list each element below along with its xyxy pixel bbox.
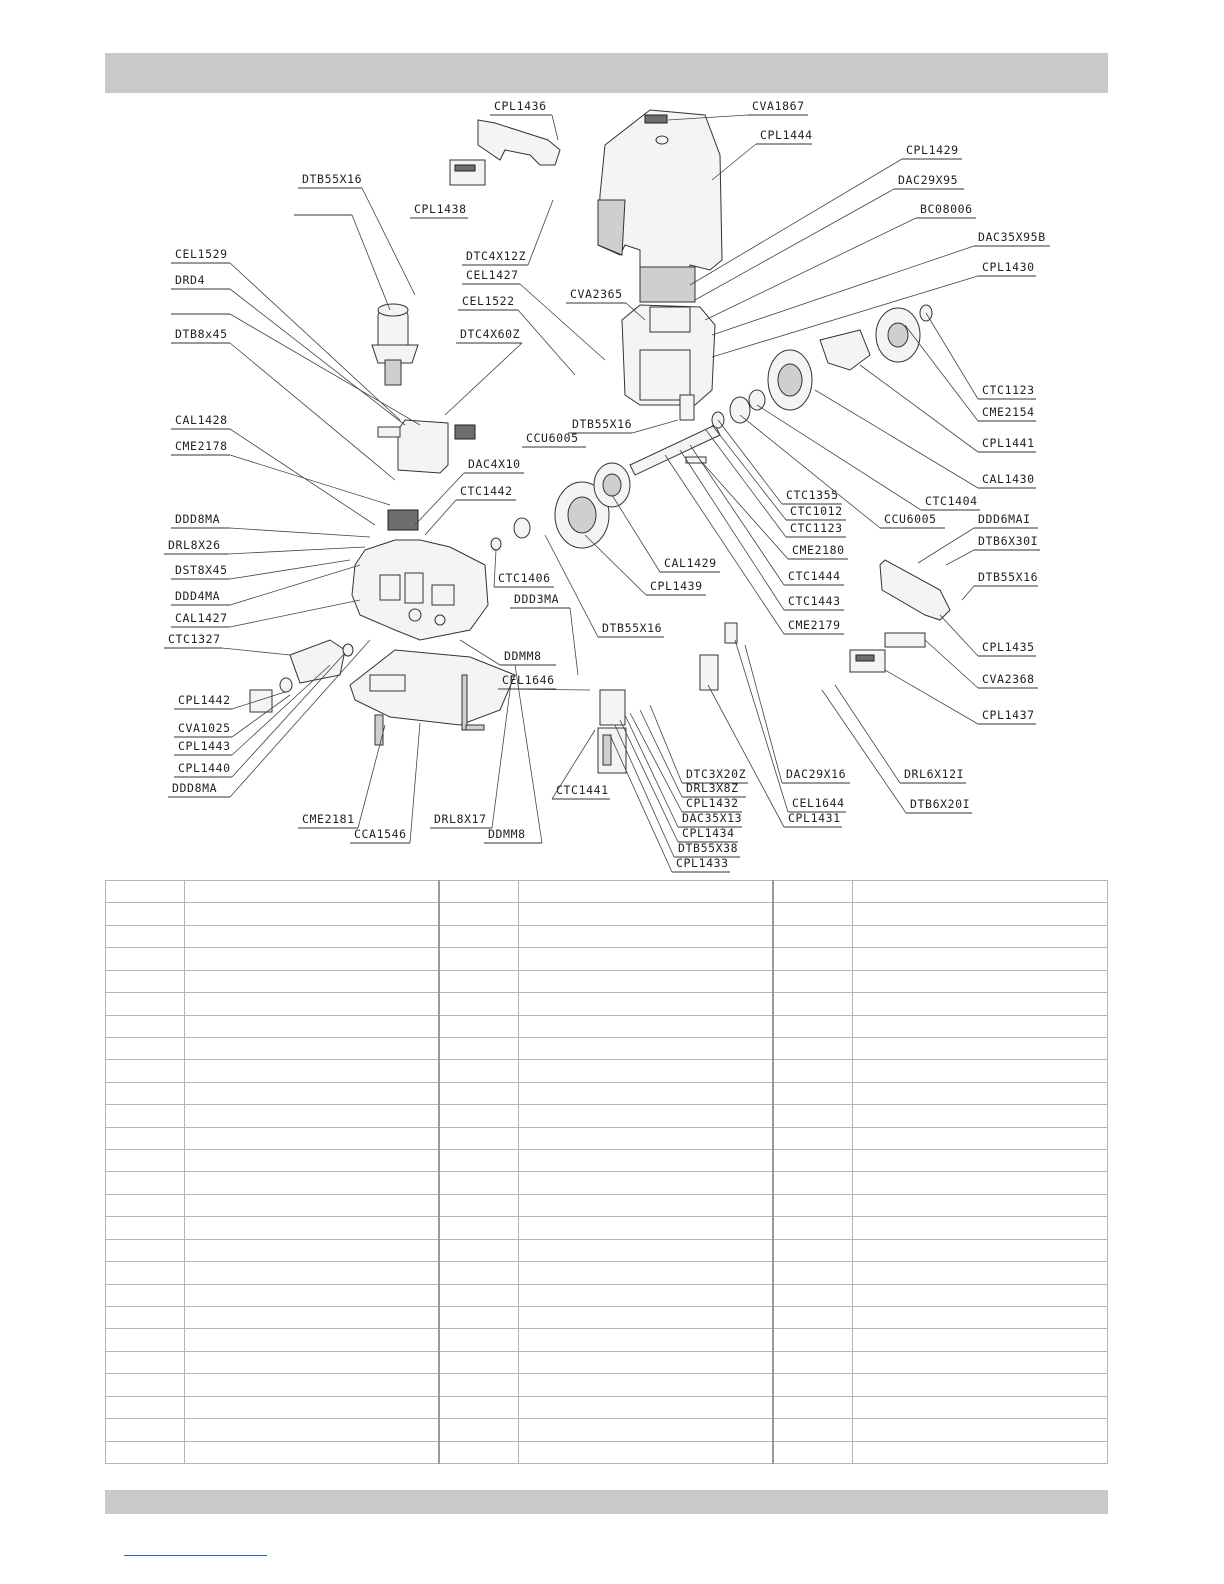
part-code-cell bbox=[106, 993, 185, 1015]
part-code-cell bbox=[439, 1194, 519, 1216]
part-description-cell bbox=[853, 1060, 1108, 1082]
motor bbox=[372, 304, 418, 385]
callout-label: CPL1444 bbox=[760, 128, 813, 142]
callout-label: DRD4 bbox=[175, 273, 206, 287]
callout-label: DDMM8 bbox=[488, 827, 526, 841]
part-code-cell bbox=[773, 1307, 853, 1329]
part-code-cell bbox=[106, 948, 185, 970]
part-code-cell bbox=[773, 993, 853, 1015]
part-description-cell bbox=[853, 1374, 1108, 1396]
part-description-cell bbox=[519, 1105, 774, 1127]
part-code-cell bbox=[773, 1150, 853, 1172]
callout-label: CEL1529 bbox=[175, 247, 228, 261]
part-code-cell bbox=[106, 1037, 185, 1059]
part-code-cell bbox=[439, 1015, 519, 1037]
part-description-cell bbox=[519, 1284, 774, 1306]
part-code-cell bbox=[773, 1374, 853, 1396]
part-code-cell bbox=[106, 1284, 185, 1306]
callout-label: CPL1435 bbox=[982, 640, 1035, 654]
part-code-cell bbox=[439, 903, 519, 925]
part-code-cell bbox=[106, 1150, 185, 1172]
callout-label: CTC1443 bbox=[788, 594, 841, 608]
table-row bbox=[106, 1172, 1108, 1194]
part-description-cell bbox=[185, 881, 440, 903]
part-description-cell bbox=[185, 993, 440, 1015]
base-housing bbox=[352, 510, 488, 640]
table-row bbox=[106, 1037, 1108, 1059]
part-description-cell bbox=[519, 1396, 774, 1418]
part-code-cell bbox=[106, 1127, 185, 1149]
part-description-cell bbox=[185, 1217, 440, 1239]
part-description-cell bbox=[519, 1037, 774, 1059]
callout-label: CME2180 bbox=[792, 543, 845, 557]
part-code-cell bbox=[106, 1374, 185, 1396]
table-row bbox=[106, 970, 1108, 992]
parts-list-table bbox=[105, 880, 1108, 1464]
part-description-cell bbox=[519, 925, 774, 947]
part-description-cell bbox=[185, 1262, 440, 1284]
right-bracket bbox=[850, 560, 950, 672]
upper-left-bracket bbox=[450, 120, 560, 185]
part-description-cell bbox=[519, 1329, 774, 1351]
part-description-cell bbox=[853, 1105, 1108, 1127]
callout-label: DTB55X38 bbox=[678, 841, 739, 855]
callout-label: CAL1430 bbox=[982, 472, 1035, 486]
part-description-cell bbox=[853, 1037, 1108, 1059]
callout-label: CPL1436 bbox=[494, 99, 547, 113]
callout-label: DTB55X16 bbox=[302, 172, 363, 186]
part-description-cell bbox=[519, 1015, 774, 1037]
part-description-cell bbox=[853, 1239, 1108, 1261]
callout-label: DDD3MA bbox=[514, 592, 560, 606]
part-code-cell bbox=[106, 1060, 185, 1082]
part-description-cell bbox=[519, 1239, 774, 1261]
part-description-cell bbox=[185, 948, 440, 970]
part-description-cell bbox=[185, 1239, 440, 1261]
part-code-cell bbox=[773, 1127, 853, 1149]
part-description-cell bbox=[853, 1015, 1108, 1037]
part-description-cell bbox=[185, 1441, 440, 1463]
part-description-cell bbox=[185, 903, 440, 925]
callout-label: CTC1327 bbox=[168, 632, 221, 646]
part-description-cell bbox=[853, 1150, 1108, 1172]
part-description-cell bbox=[185, 1307, 440, 1329]
callout-label: CTC1123 bbox=[790, 521, 843, 535]
part-description-cell bbox=[853, 1351, 1108, 1373]
part-code-cell bbox=[439, 1127, 519, 1149]
part-description-cell bbox=[185, 1329, 440, 1351]
part-description-cell bbox=[519, 970, 774, 992]
part-code-cell bbox=[439, 1217, 519, 1239]
part-description-cell bbox=[519, 1082, 774, 1104]
part-code-cell bbox=[106, 1262, 185, 1284]
exploded-parts-diagram bbox=[0, 95, 1224, 875]
part-code-cell bbox=[439, 1060, 519, 1082]
part-description-cell bbox=[853, 1441, 1108, 1463]
part-description-cell bbox=[185, 1037, 440, 1059]
part-code-cell bbox=[106, 970, 185, 992]
callout-label: CTC1444 bbox=[788, 569, 841, 583]
part-description-cell bbox=[185, 1396, 440, 1418]
callout-label: DAC35X95B bbox=[978, 230, 1046, 244]
part-description-cell bbox=[519, 1374, 774, 1396]
part-code-cell bbox=[439, 970, 519, 992]
part-description-cell bbox=[519, 903, 774, 925]
part-description-cell bbox=[853, 1307, 1108, 1329]
callout-label: CPL1437 bbox=[982, 708, 1035, 722]
callout-label: CCA1546 bbox=[354, 827, 407, 841]
table-row bbox=[106, 1441, 1108, 1463]
header-band bbox=[105, 53, 1108, 93]
callout-label: CTC1012 bbox=[790, 504, 843, 518]
part-description-cell bbox=[519, 993, 774, 1015]
part-code-cell bbox=[106, 1194, 185, 1216]
callout-label: CPL1431 bbox=[788, 811, 841, 825]
part-description-cell bbox=[519, 1127, 774, 1149]
callout-label: CPL1441 bbox=[982, 436, 1035, 450]
part-code-cell bbox=[773, 881, 853, 903]
part-code-cell bbox=[439, 948, 519, 970]
part-code-cell bbox=[106, 1217, 185, 1239]
part-description-cell bbox=[853, 993, 1108, 1015]
part-code-cell bbox=[439, 1037, 519, 1059]
part-code-cell bbox=[439, 1374, 519, 1396]
part-code-cell bbox=[439, 925, 519, 947]
callout-label: CVA1867 bbox=[752, 99, 805, 113]
callout-label: CPL1439 bbox=[650, 579, 703, 593]
callout-label: DTC4X12Z bbox=[466, 249, 527, 263]
callout-label: CPL1440 bbox=[178, 761, 231, 775]
callout-label: CME2179 bbox=[788, 618, 841, 632]
part-description-cell bbox=[185, 925, 440, 947]
part-code-cell bbox=[106, 1105, 185, 1127]
callout-label: CTC1441 bbox=[556, 783, 609, 797]
callout-label: CCU6005 bbox=[526, 431, 579, 445]
table-row bbox=[106, 881, 1108, 903]
part-code-cell bbox=[439, 1419, 519, 1441]
part-description-cell bbox=[185, 1015, 440, 1037]
callout-label: CEL1646 bbox=[502, 673, 555, 687]
callout-label: DTB6X30I bbox=[978, 534, 1039, 548]
callout-label: CVA2368 bbox=[982, 672, 1035, 686]
part-code-cell bbox=[439, 881, 519, 903]
part-code-cell bbox=[773, 1105, 853, 1127]
part-code-cell bbox=[773, 1262, 853, 1284]
callout-label: CPL1434 bbox=[682, 826, 735, 840]
part-description-cell bbox=[853, 1217, 1108, 1239]
part-description-cell bbox=[185, 1284, 440, 1306]
callout-label: CTC1442 bbox=[460, 484, 513, 498]
table-row bbox=[106, 1374, 1108, 1396]
part-code-cell bbox=[106, 1329, 185, 1351]
part-code-cell bbox=[106, 903, 185, 925]
part-description-cell bbox=[853, 970, 1108, 992]
table-row bbox=[106, 1351, 1108, 1373]
footer-link[interactable] bbox=[124, 1555, 267, 1556]
callout-label: CEL1522 bbox=[462, 294, 515, 308]
callout-label: DRL3X8Z bbox=[686, 781, 739, 795]
part-code-cell bbox=[106, 1396, 185, 1418]
callout-label: DDD8MA bbox=[175, 512, 221, 526]
part-code-cell bbox=[773, 1217, 853, 1239]
table-row bbox=[106, 1194, 1108, 1216]
part-code-cell bbox=[106, 1015, 185, 1037]
callout-label: CPL1438 bbox=[414, 202, 467, 216]
part-code-cell bbox=[439, 1396, 519, 1418]
part-description-cell bbox=[185, 1419, 440, 1441]
callout-label: CAL1427 bbox=[175, 611, 228, 625]
part-code-cell bbox=[439, 1150, 519, 1172]
callout-label: CAL1428 bbox=[175, 413, 228, 427]
part-description-cell bbox=[519, 1217, 774, 1239]
table-row bbox=[106, 1329, 1108, 1351]
part-code-cell bbox=[439, 1239, 519, 1261]
part-code-cell bbox=[773, 1082, 853, 1104]
callout-label: CPL1433 bbox=[676, 856, 729, 870]
part-description-cell bbox=[519, 1262, 774, 1284]
callout-label: DTB55X16 bbox=[572, 417, 633, 431]
part-code-cell bbox=[773, 1284, 853, 1306]
part-code-cell bbox=[439, 1284, 519, 1306]
table-row bbox=[106, 1419, 1108, 1441]
table-row bbox=[106, 1396, 1108, 1418]
part-code-cell bbox=[773, 1419, 853, 1441]
table-row bbox=[106, 1060, 1108, 1082]
callout-label: CCU6005 bbox=[884, 512, 937, 526]
callout-label: DTB55X16 bbox=[978, 570, 1039, 584]
table-row bbox=[106, 1127, 1108, 1149]
callout-label: BC08006 bbox=[920, 202, 973, 216]
table-row bbox=[106, 1217, 1108, 1239]
table-row bbox=[106, 1262, 1108, 1284]
callout-label: DTC4X60Z bbox=[460, 327, 521, 341]
callout-label: CTC1355 bbox=[786, 488, 839, 502]
part-description-cell bbox=[853, 1172, 1108, 1194]
callout-label: DDMM8 bbox=[504, 649, 542, 663]
callout-label: CPL1429 bbox=[906, 143, 959, 157]
part-description-cell bbox=[853, 1284, 1108, 1306]
part-description-cell bbox=[185, 1194, 440, 1216]
callout-label: CPL1432 bbox=[686, 796, 739, 810]
part-description-cell bbox=[519, 1150, 774, 1172]
callout-label: DTB6X20I bbox=[910, 797, 971, 811]
part-description-cell bbox=[185, 1150, 440, 1172]
part-code-cell bbox=[439, 1307, 519, 1329]
part-code-cell bbox=[773, 1172, 853, 1194]
part-code-cell bbox=[773, 903, 853, 925]
callout-label: DTC3X20Z bbox=[686, 767, 747, 781]
part-description-cell bbox=[519, 881, 774, 903]
part-description-cell bbox=[519, 1060, 774, 1082]
part-code-cell bbox=[106, 1441, 185, 1463]
callout-label: CME2178 bbox=[175, 439, 228, 453]
callout-label: DDD8MA bbox=[172, 781, 218, 795]
part-code-cell bbox=[773, 948, 853, 970]
table-row bbox=[106, 1239, 1108, 1261]
callout-label: CAL1429 bbox=[664, 556, 717, 570]
table-row bbox=[106, 925, 1108, 947]
callout-label: CME2181 bbox=[302, 812, 355, 826]
part-description-cell bbox=[519, 1172, 774, 1194]
part-code-cell bbox=[439, 1262, 519, 1284]
table-row bbox=[106, 948, 1108, 970]
part-code-cell bbox=[773, 925, 853, 947]
part-code-cell bbox=[773, 1441, 853, 1463]
part-description-cell bbox=[853, 881, 1108, 903]
table-row bbox=[106, 1105, 1108, 1127]
part-code-cell bbox=[773, 970, 853, 992]
part-description-cell bbox=[185, 1127, 440, 1149]
part-code-cell bbox=[773, 1239, 853, 1261]
callout-label: DAC35X13 bbox=[682, 811, 743, 825]
part-code-cell bbox=[106, 1172, 185, 1194]
part-description-cell bbox=[519, 1441, 774, 1463]
callout-label: CPL1442 bbox=[178, 693, 231, 707]
part-code-cell bbox=[106, 1307, 185, 1329]
part-description-cell bbox=[853, 1194, 1108, 1216]
callout-label: CVA1025 bbox=[178, 721, 231, 735]
part-description-cell bbox=[519, 1419, 774, 1441]
part-description-cell bbox=[853, 1127, 1108, 1149]
part-code-cell bbox=[439, 1172, 519, 1194]
part-description-cell bbox=[185, 970, 440, 992]
callout-label: CPL1430 bbox=[982, 260, 1035, 274]
part-code-cell bbox=[106, 1239, 185, 1261]
callout-label: DRL6X12I bbox=[904, 767, 965, 781]
callout-label: DDD4MA bbox=[175, 589, 221, 603]
part-description-cell bbox=[853, 1082, 1108, 1104]
callout-label: CPL1443 bbox=[178, 739, 231, 753]
callout-label: DAC29X95 bbox=[898, 173, 959, 187]
part-description-cell bbox=[853, 1329, 1108, 1351]
part-description-cell bbox=[185, 1060, 440, 1082]
table-row bbox=[106, 1150, 1108, 1172]
table-row bbox=[106, 1015, 1108, 1037]
callout-label: DAC29X16 bbox=[786, 767, 847, 781]
part-code-cell bbox=[439, 1082, 519, 1104]
table-row bbox=[106, 1284, 1108, 1306]
callout-label: CVA2365 bbox=[570, 287, 623, 301]
part-code-cell bbox=[773, 1194, 853, 1216]
table-row bbox=[106, 993, 1108, 1015]
part-code-cell bbox=[773, 1037, 853, 1059]
limit-switch-assembly bbox=[598, 623, 737, 773]
callout-label: DST8X45 bbox=[175, 563, 228, 577]
callout-label: CTC1404 bbox=[925, 494, 978, 508]
part-code-cell bbox=[773, 1351, 853, 1373]
callout-label: CTC1406 bbox=[498, 571, 551, 585]
control-box bbox=[378, 420, 475, 473]
part-code-cell bbox=[773, 1015, 853, 1037]
callout-label: DAC4X10 bbox=[468, 457, 521, 471]
callout-label: DTB55X16 bbox=[602, 621, 663, 635]
callout-label: DRL8X26 bbox=[168, 538, 221, 552]
table-row bbox=[106, 1082, 1108, 1104]
part-code-cell bbox=[439, 1441, 519, 1463]
part-code-cell bbox=[439, 993, 519, 1015]
footer-band bbox=[105, 1490, 1108, 1514]
part-code-cell bbox=[439, 1105, 519, 1127]
part-code-cell bbox=[106, 1419, 185, 1441]
callout-label: CEL1644 bbox=[792, 796, 845, 810]
part-description-cell bbox=[185, 1082, 440, 1104]
base-plate bbox=[350, 650, 515, 745]
part-code-cell bbox=[439, 1329, 519, 1351]
table-row bbox=[106, 1307, 1108, 1329]
callout-label: DRL8X17 bbox=[434, 812, 487, 826]
part-code-cell bbox=[773, 1329, 853, 1351]
part-description-cell bbox=[185, 1374, 440, 1396]
callout-label: CTC1123 bbox=[982, 383, 1035, 397]
part-code-cell bbox=[106, 925, 185, 947]
table-row bbox=[106, 903, 1108, 925]
part-description-cell bbox=[853, 1419, 1108, 1441]
cover-housing bbox=[598, 110, 722, 270]
part-description-cell bbox=[853, 948, 1108, 970]
callout-label: DDD6MAI bbox=[978, 512, 1031, 526]
part-description-cell bbox=[185, 1172, 440, 1194]
callout-label: DTB8x45 bbox=[175, 327, 228, 341]
part-description-cell bbox=[519, 1194, 774, 1216]
part-description-cell bbox=[853, 925, 1108, 947]
part-code-cell bbox=[773, 1060, 853, 1082]
part-code-cell bbox=[106, 1351, 185, 1373]
part-description-cell bbox=[853, 1396, 1108, 1418]
part-description-cell bbox=[185, 1105, 440, 1127]
frame-assembly bbox=[622, 267, 715, 420]
part-code-cell bbox=[773, 1396, 853, 1418]
part-description-cell bbox=[185, 1351, 440, 1373]
part-description-cell bbox=[519, 1351, 774, 1373]
part-code-cell bbox=[106, 1082, 185, 1104]
part-description-cell bbox=[853, 903, 1108, 925]
callout-label: CEL1427 bbox=[466, 268, 519, 282]
part-code-cell bbox=[439, 1351, 519, 1373]
part-description-cell bbox=[519, 948, 774, 970]
part-description-cell bbox=[853, 1262, 1108, 1284]
callout-label: CME2154 bbox=[982, 405, 1035, 419]
part-description-cell bbox=[519, 1307, 774, 1329]
part-code-cell bbox=[106, 881, 185, 903]
